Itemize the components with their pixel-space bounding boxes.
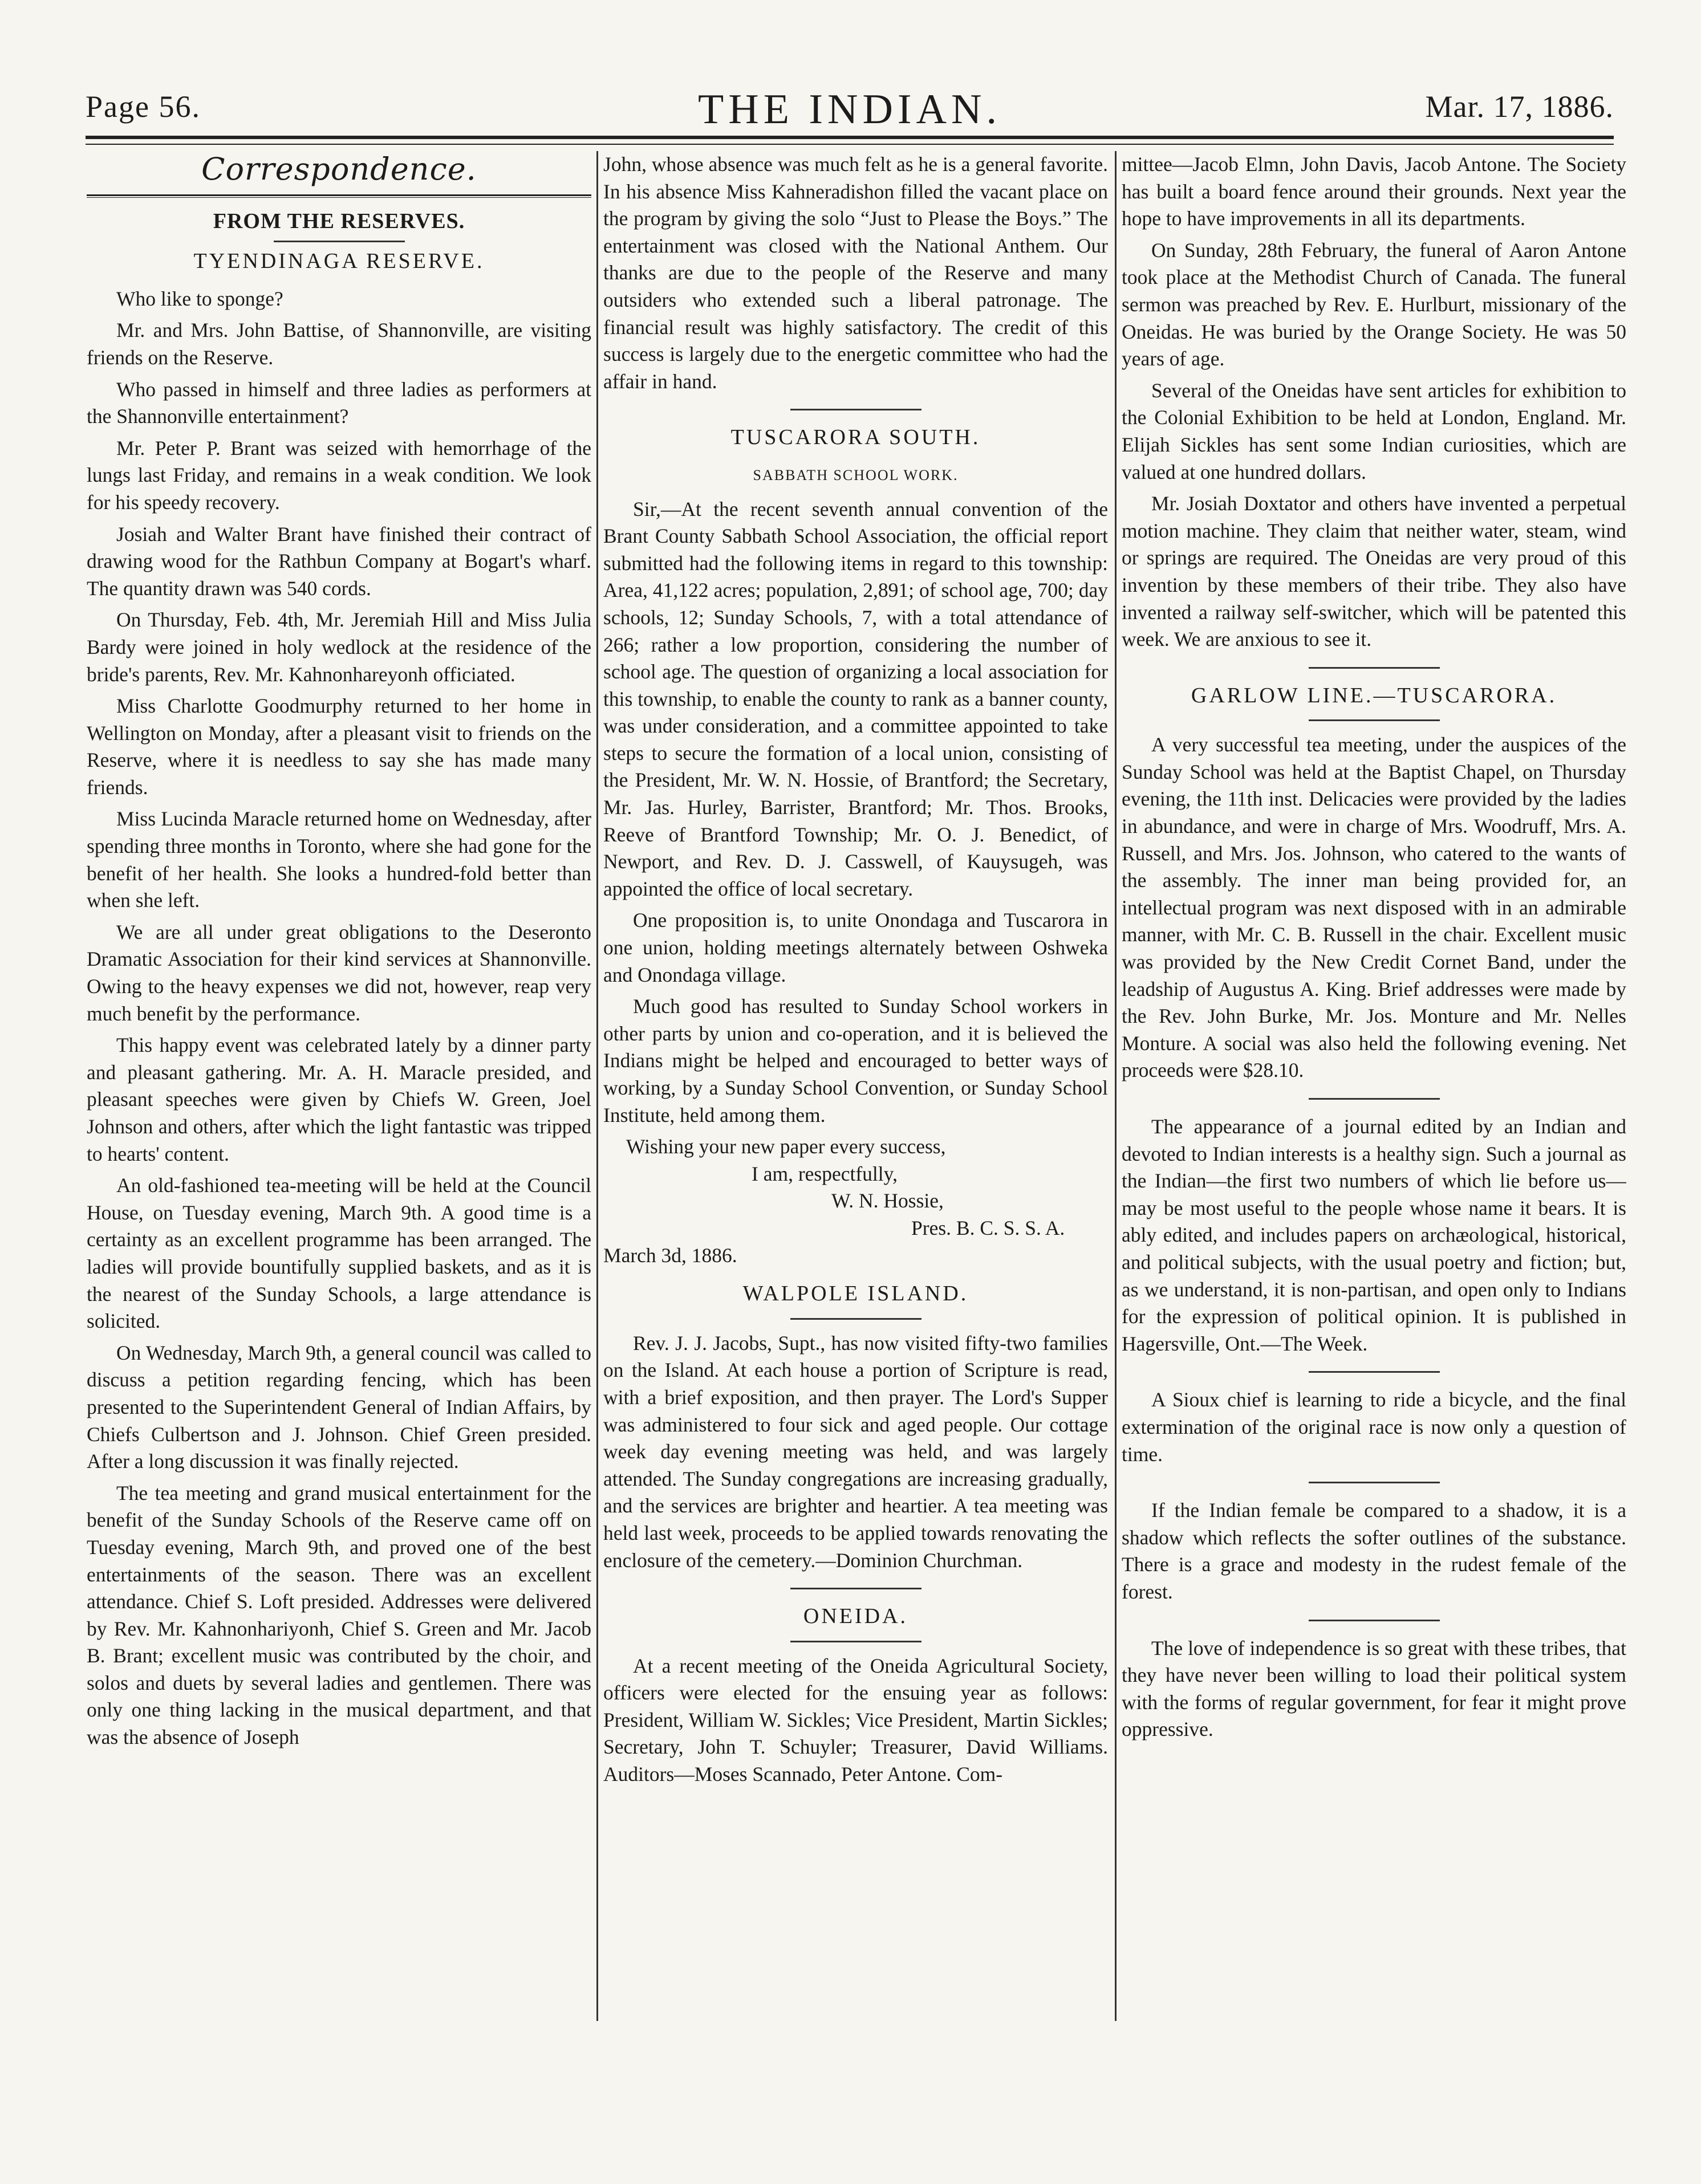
masthead — [86, 86, 1614, 137]
article-paragraph: On Thursday, Feb. 4th, Mr. Jeremiah Hill and Miss Julia Bardy were joined in holy wedlock at the residence of the bride's parents, Rev. Mr. Kahnonhareyonh officiated. — [87, 608, 591, 686]
heading-rule — [87, 194, 591, 196]
continued-paragraph: mittee—Jacob Elmn, John Davis, Jacob Antone. The Society has built a board fence around their grounds. Next year the hope to have improvements in all its departments. — [1122, 153, 1626, 230]
article-paragraph: If the Indian female be compared to a shadow, it is a shadow which reflects the softer outlines of the substance. There is a grace and modesty in the rudest female of the forest. — [1122, 1499, 1626, 1603]
short-rule — [1309, 719, 1440, 721]
article-paragraph: An old-fashioned tea-meeting will be held at the Council House, on Tuesday evening, March 9th. A good time is a certainty as an excellent programme has been arranged. The ladies will provide bountifully supplied baskets, and as it is the nearest of the Sunday Schools, a large attendance is solicited. — [87, 1174, 591, 1333]
article-paragraph: On Sunday, 28th February, the funeral of Aaron Antone took place at the Methodist Church of Canada. The funeral sermon was preached by Rev. E. Hurlburt, missionary of the Oneidas. He was buried by the Orange Society. He was 50 years of age. — [1122, 238, 1626, 371]
column-1 — [87, 151, 591, 2021]
article-paragraph: A very successful tea meeting, under the auspices of the Sunday School was held at the Baptist Chapel, on Thursday evening, the 11th inst. Delicacies were provided by the ladies in abundance, and were in charge of Mrs. Woodruff, Mrs. A. Russell, and Mrs. Jos. Johnson, who catered to the wants of the assembly. The inner man being provided for, an intellectual program was next disposed with in an admirable manner, with Mr. C. B. Russell in the chair. Excellent music was provided by the New Credit Cornet Band, under the leadship of Augustus A. King. Brief addresses were made by the Rev. John Burke, Mr. Jos. Monture and Mr. Nelles Monture. A social was also held the following evening. Net proceeds were $28.10. — [1122, 733, 1626, 1082]
tyendinaga-heading: TYENDINAGA RESERVE. — [193, 249, 485, 274]
article-paragraph: Rev. J. J. Jacobs, Supt., has now visited fifty-two families on the Island. At each house a portion of Scripture is read, with a brief exposition, and then prayer. The Lord's Supper was administered to four sick and aged people. Our cottage week day evening meeting was held, and was largely attended. The Sunday congregations are increasing gradually, and the services are brighter and heartier. A tea meeting was held last week, proceeds to be applied towards renovating the enclosure of the cemetery.—Dominion Churchman. — [603, 1331, 1108, 1572]
signature-respect: I am, respectfully, — [752, 1162, 898, 1185]
continued-paragraph: John, whose absence was much felt as he is a general favorite. In his absence Miss Kahneradishon filled the vacant place on the program by giving the solo “Just to Please the Boys.” The entertainment was closed with the National Anthem. Our thanks are due to the people of the Reserve and many outsiders who extended such a liberal patronage. The financial result was highly satisfactory. The credit of this success is largely due to the energetic committee who had the affair in hand. — [603, 153, 1108, 393]
short-rule — [274, 241, 405, 242]
oneida-heading: ONEIDA. — [803, 1604, 908, 1629]
article-paragraph: Who like to sponge? — [116, 287, 283, 310]
section-rule — [790, 1588, 921, 1589]
column-divider — [596, 151, 598, 2021]
section-rule — [1309, 1371, 1440, 1373]
article-paragraph: Several of the Oneidas have sent articles for exhibition to the Colonial Exhibition to be held at London, England. Mr. Elijah Sickles has sent some Indian curiosities, which are valued at one hundred dollars. — [1122, 379, 1626, 483]
article-paragraph: On Wednesday, March 9th, a general council was called to discuss a petition regarding fencing, which has been presented to the Superintendent General of Indian Affairs, by Chiefs Culbertson and J. Johnson. Chief Green presided. After a long discussion it was finally rejected. — [87, 1341, 591, 1473]
section-rule — [1309, 1620, 1440, 1621]
article-paragraph: The appearance of a journal edited by an Indian and devoted to Indian interests is a healthy sign. Such a journal as the Indian—the first two numbers of which lie before us—may be most useful to the people whose name it bears. It is ably edited, and includes papers on archæological, historical, and political subjects, with the usual poetry and fiction; but, as we understand, it is non-partisan, and open only to Indians for the expression of political opinion. It is published in Hagersville, Ont.—The Week. — [1122, 1115, 1626, 1355]
garlow-line-heading: GARLOW LINE.—TUSCARORA. — [1191, 683, 1557, 707]
article-paragraph: Sir,—At the recent seventh annual convention of the Brant County Sabbath School Association, the official report submitted had the following items in regard to this township: Area, 41,122 acres; population, 2,891; of school age, 700; day schools, 12; Sunday Schools, 7, with a total attendance of 266; rather a low proportion, considering the number of school age. The question of organizing a local association for this township, to enable the county to rank as a banner county, was under consideration, and a committee appointed to take steps to secure the formation of a local union, consisting of the President, Mr. W. N. Hossie, of Brantford; the Secretary, Mr. Jas. Hurley, Barrister, Brantford; Mr. Thos. Brooks, Reeve of Brantford Township; Mr. O. J. Benedict, of Newport, and Rev. D. J. Casswell, of Kauysugeh, was appointed the office of local secretary. — [603, 497, 1108, 900]
tuscarora-south-heading: TUSCARORA SOUTH. — [730, 425, 981, 450]
heading-rule-thin — [87, 197, 591, 198]
correspondence-heading: Correspondence. — [201, 151, 477, 187]
article-paragraph: The tea meeting and grand musical entertainment for the benefit of the Sunday Schools of the Reserve came off on Tuesday evening, March 9th, and proved one of the best entertainments of the season. There was an excellent attendance. Chief S. Loft presided. Addresses were delivered by Rev. Mr. Kahnonhariyonh, Chief S. Green and Mr. Jacob B. Brant; excellent music was contributed by the choir, and solos and duets by several ladies and gentlemen. There was only one thing lacking in the musical department, and that was the absence of Joseph — [87, 1481, 591, 1749]
article-paragraph: We are all under great obligations to the Deseronto Dramatic Association for their kind services at Shannonville. Owing to the heavy expenses we did not, however, reap very much benefit by the performance. — [87, 920, 591, 1025]
article-paragraph: A Sioux chief is learning to ride a bicycle, and the final extermination of the original race is now only a question of time. — [1122, 1388, 1626, 1466]
article-paragraph: Josiah and Walter Brant have finished their contract of drawing wood for the Rathbun Company at Bogart's wharf. The quantity drawn was 540 cords. — [87, 522, 591, 600]
article-paragraph: This happy event was celebrated lately by a dinner party and pleasant gathering. Mr. A. H. Maracle presided, and pleasant speeches were given by Chiefs W. Green, Joel Johnson and others, after which the light fantastic was tripped to hearts' content. — [87, 1034, 591, 1165]
masthead-rule-thin — [86, 144, 1614, 145]
column-2 — [603, 151, 1108, 2021]
reserves-subheading: FROM THE RESERVES. — [213, 209, 465, 233]
signature-title: Pres. B. C. S. S. A. — [911, 1216, 1065, 1239]
short-rule — [790, 1641, 921, 1642]
section-rule — [790, 409, 921, 410]
issue-date: Mar. 17, 1886. — [1425, 90, 1614, 124]
walpole-island-heading: WALPOLE ISLAND. — [742, 1282, 969, 1306]
article-paragraph: Mr. and Mrs. John Battise, of Shannonville, are visiting friends on the Reserve. — [87, 319, 591, 369]
section-rule — [1309, 1098, 1440, 1100]
letter-date: March 3d, 1886. — [603, 1243, 737, 1267]
article-paragraph: Miss Charlotte Goodmurphy returned to her home in Wellington on Monday, after a pleasant visit to friends on the Reserve, where it is needless to say she has made many friends. — [87, 694, 591, 799]
article-paragraph: Miss Lucinda Maracle returned home on Wednesday, after spending three months in Toronto, where she had gone for the benefit of her health. She looks a hundred-fold better than when she left. — [87, 807, 591, 912]
section-rule — [1309, 667, 1440, 669]
article-paragraph: Much good has resulted to Sunday School workers in other parts by union and co-operation, and it is believed the Indians might be helped and encouraged to better ways of working, by a Sunday School Convention, or Sunday School Institute, held among them. — [603, 995, 1108, 1126]
signature-name: W. N. Hossie, — [831, 1189, 944, 1213]
article-paragraph: At a recent meeting of the Oneida Agricultural Society, officers were elected for the ensuing year as follows: President, William W. Sickles; Vice President, Martin Sickles; Secretary, John T. Schuyler; Treasurer, David Williams. Auditors—Moses Scannado, Peter Antone. Com- — [603, 1654, 1108, 1786]
page-number: Page 56. — [86, 90, 201, 124]
masthead-rule — [86, 136, 1614, 139]
newspaper-title: THE INDIAN. — [698, 86, 1001, 133]
sabbath-school-subheading: SABBATH SCHOOL WORK. — [753, 466, 959, 483]
section-rule — [1309, 1482, 1440, 1483]
column-3 — [1122, 151, 1626, 2021]
short-rule — [790, 1318, 921, 1320]
article-paragraph: One proposition is, to unite Onondaga and Tuscarora in one union, holding meetings alternately between Oshweka and Onondaga village. — [603, 909, 1108, 986]
signature-wish: Wishing your new paper every success, — [626, 1135, 946, 1158]
column-divider — [1115, 151, 1117, 2021]
article-paragraph: Who passed in himself and three ladies as performers at the Shannonville entertainment? — [87, 377, 591, 428]
article-paragraph: Mr. Josiah Doxtator and others have invented a perpetual motion machine. They claim that neither water, steam, wind or springs are required. The Oneidas are very proud of this invention by these members of their tribe. They also have invented a railway self-switcher, which will be patented this week. We are anxious to see it. — [1122, 492, 1626, 651]
article-paragraph: The love of independence is so great with these tribes, that they have never been willing to load their political system with the forms of regular government, for fear it might prove oppressive. — [1122, 1636, 1626, 1741]
article-paragraph: Mr. Peter P. Brant was seized with hemorrhage of the lungs last Friday, and remains in a weak condition. We look for his speedy recovery. — [87, 436, 591, 514]
